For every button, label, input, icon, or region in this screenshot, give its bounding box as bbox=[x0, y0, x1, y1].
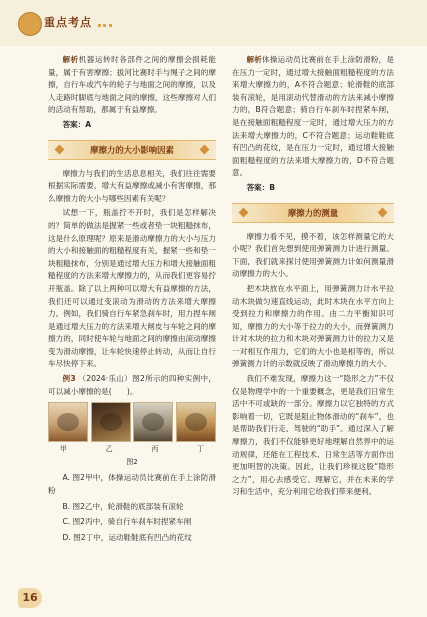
header-logo bbox=[18, 10, 114, 36]
figure-photo bbox=[91, 402, 131, 442]
answer-line bbox=[48, 119, 216, 132]
analysis-text: 体操运动员比赛前在手上涂防滑粉，是在压力一定时，通过增大接触面粗糙程度的方法来增大摩擦力的，A不符合题意；轮滑鞋的底部装有滚轮，是用滚动代替滑动的方法来减小摩擦力的，B符合题意；骑自行车刹车时捏紧车闸，是在接触面粗糙程度一定时，通过增大压力的方法来增大摩擦力的，C不符合题意；运动鞋鞋底有凹凸的花纹，是在压力一定时，通过增大接触面粗糙程度的方法来增大摩擦力的，D不符合题意。 bbox=[232, 55, 395, 178]
page-number: 16 bbox=[18, 588, 42, 608]
option-b: B. 图2乙中，轮滑鞋的底部装有滚轮 bbox=[62, 501, 184, 511]
header-logo-text: 重点考点 bbox=[44, 16, 92, 29]
section-heading bbox=[48, 140, 216, 160]
body-paragraph: 摩擦力看不见，摸不着，该怎样测量它的大小呢？我们首先想到使用弹簧测力计进行测量。下面，我们就来探讨使用弹簧测力计如何测量滑动摩擦力的大小。 bbox=[232, 231, 394, 279]
answer-label: 答案： bbox=[62, 119, 86, 129]
example-source: （2024·乐山） bbox=[78, 374, 133, 384]
example-label: 例3 bbox=[62, 374, 76, 384]
answer-value: A bbox=[85, 119, 92, 129]
example-text: 图2所示的四种实例中，可以减小摩擦的是( )。 bbox=[48, 374, 216, 396]
section-heading bbox=[232, 203, 394, 223]
option-d: D. 图2丁中，运动鞋鞋底有凹凸的花纹 bbox=[62, 532, 192, 542]
answer-value: B bbox=[269, 182, 276, 192]
analysis-label: 解析 bbox=[62, 55, 79, 64]
example-question bbox=[48, 373, 216, 398]
left-column bbox=[48, 54, 216, 547]
answer-line bbox=[232, 182, 394, 195]
figure-photo bbox=[48, 402, 88, 442]
body-paragraph: 把木块放在水平面上，用弹簧测力计水平拉动木块做匀速直线运动，此时木块在水平方向上受到拉力和摩擦力的作用。由二力平衡知识可知，摩擦力的大小等于拉力的大小，而弹簧测力计对木块的拉力和木块对弹簧测力计的拉力又是一对相互作用力，它们的大小也是相等的，所以弹簧测力计的示数就反映了滑动摩擦力的大小。 bbox=[232, 283, 394, 369]
figure-label: 图2 bbox=[126, 457, 138, 466]
diamond-icon bbox=[200, 144, 210, 154]
analysis-label: 解析 bbox=[246, 55, 262, 64]
body-paragraph: 试想一下，瓶盖拧不开时，我们是怎样解决的？简单的做法是握紧一些或者垫一块粗糙抹布，这是什么原理呢？原来是滑动摩擦力的大小与压力的大小和接触面的粗糙程度有关，握紧一些和垫一块粗糙抹布，分别是通过增大压力和增大接触面粗糙程度的方法来增大摩擦力的，从而我们更容易拧开瓶盖。除了以上两种可以增大有益摩擦的方法，我们还可以通过变滚动为滑动的方法来增大摩擦力。例如，我们骑自行车紧急刹车时，用力捏车闸是通过增大压力的方法来增大闸皮与车轮之间的摩擦力的，同时使车轮与地面之间的摩擦由滚动摩擦变为滑动摩擦，让车轮快速停止转动，从而让自行车尽快停下来。 bbox=[48, 208, 216, 369]
answer-label: 答案： bbox=[246, 182, 270, 192]
figure-caption: 丙 bbox=[151, 445, 159, 454]
figure-photo bbox=[133, 402, 173, 442]
analysis-text: 机器运转时各部件之间的摩擦会损耗能量，属于有害摩擦；拔河比赛时手与绳子之间的摩擦，自行车或汽车的轮子与地面之间的摩擦，以及人走路时脚底与地面之间的摩擦，这些摩擦对人们的活动有帮助，都属于有益摩擦。 bbox=[48, 55, 216, 115]
figure-images bbox=[48, 402, 216, 442]
figure-caption: 甲 bbox=[60, 445, 67, 454]
decor-dots bbox=[98, 24, 112, 30]
figure-captions bbox=[48, 443, 216, 456]
figure-photo bbox=[176, 402, 216, 442]
figure-caption: 乙 bbox=[105, 445, 113, 454]
body-paragraph: 摩擦力与我们的生活息息相关，我们往往需要根据实际需要，增大有益摩擦或减小有害摩擦，那么摩擦力的大小与哪些因素有关呢？ bbox=[48, 168, 216, 203]
analysis-paragraph bbox=[232, 54, 394, 180]
analysis-paragraph bbox=[48, 54, 216, 117]
mascot-icon bbox=[18, 12, 42, 36]
option-a: A. 图2甲中，体操运动员比赛前在手上涂防滑粉 bbox=[48, 473, 216, 496]
section-title: 摩擦力的测量 bbox=[287, 207, 339, 218]
diamond-icon bbox=[55, 144, 65, 154]
diamond-icon bbox=[239, 207, 249, 217]
diamond-icon bbox=[378, 207, 388, 217]
figure-caption: 丁 bbox=[196, 445, 204, 454]
right-column bbox=[232, 54, 394, 501]
option-c: C. 图2丙中，骑自行车刹车时捏紧车闸 bbox=[62, 517, 192, 527]
body-paragraph: 我们不难发现，摩擦力这一“隐形之力”不仅仅是物理学中的一个重要概念，更是我们日常生活中不可或缺的一部分。摩擦力以它独特的方式影响着一切，它既是阻止物体滑动的“刹车”，也是帮助我们行走、驾驶的“助手”。通过深入了解摩擦力，我们不仅能够更好地理解自然界中的运动规律，还能在工程技术、日常生活等方面作出更加明智的决策。因此，让我们珍视这股“隐形之力”，用心去感受它、理解它，并在未来的学习和生活中，充分利用它给我们带来便利。 bbox=[232, 374, 394, 497]
section-title: 摩擦力的大小影响因素 bbox=[90, 144, 174, 155]
